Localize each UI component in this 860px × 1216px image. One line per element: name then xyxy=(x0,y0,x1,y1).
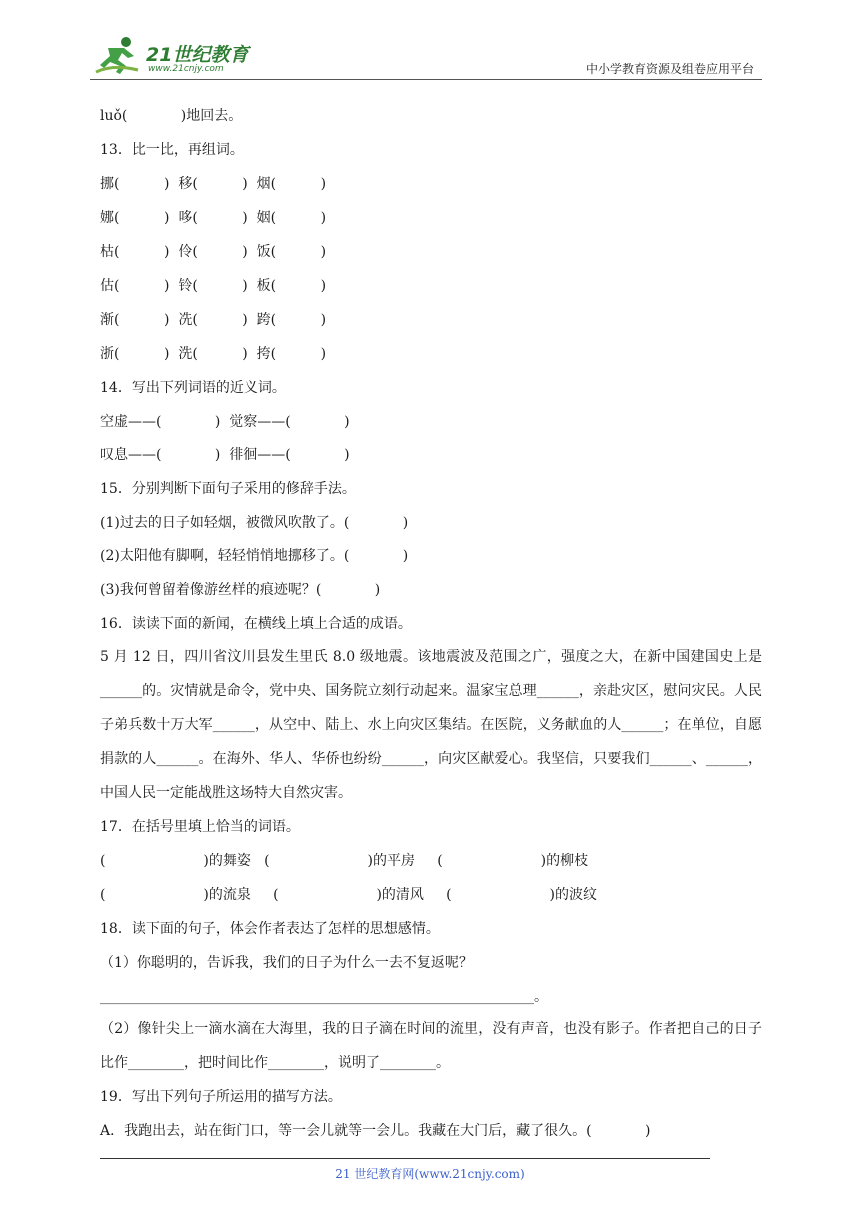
header-divider xyxy=(90,79,762,80)
logo-url: www.21cnjy.com xyxy=(148,64,224,74)
q13-row: 挪( ) 移( ) 烟( ) xyxy=(100,176,327,192)
q13-row: 估( ) 铃( ) 板( ) xyxy=(100,278,327,294)
question-13-title: 13．比一比，再组词。 xyxy=(100,142,244,158)
q14-row: 叹息——( ) 徘徊——( ) xyxy=(100,447,350,463)
q17-row: ( )的舞姿 ( )的平房 ( )的柳枝 xyxy=(100,853,589,869)
footer-divider xyxy=(100,1158,710,1159)
q13-row: 渐( ) 冼( ) 跨( ) xyxy=(100,312,327,328)
question-19-title: 19．写出下列句子所运用的描写方法。 xyxy=(100,1089,342,1105)
question-17-title: 17．在括号里填上恰当的词语。 xyxy=(100,819,300,835)
runner-icon xyxy=(94,34,146,78)
site-logo xyxy=(94,34,264,78)
q14-row: 空虚——( ) 觉察——( ) xyxy=(100,414,350,430)
q16-news-paragraph: 5 月 12 日，四川省汶川县发生里氏 8.0 级地震。该地震波及范围之广，强度之大，在新中国建国史上是______的。灾情就是命令，党中央、国务院立刻行动起来。温家宝总理______，亲赴灾区，慰问灾民。人民子弟兵数十万大军______，从空中、陆上、水上向灾区集结。在医院，义务献血的人______；在单位，自愿捐款的人______。在海外、华人、华侨也纷纷______，向灾区献爱心。我坚信，只要我们______、______，中国人民一定能战胜这场特大自然灾害。 xyxy=(100,649,762,801)
q18-item-2: （2）像针尖上一滴水滴在大海里，我的日子滴在时间的流里，没有声音，也没有影子。作者把自己的日子比作________，把时间比作________，说明了________。 xyxy=(100,1021,762,1071)
q19-item: A．我跑出去，站在街门口，等一会儿就等一会儿。我藏在大门后，藏了很久。( ) xyxy=(100,1123,651,1139)
page-header xyxy=(90,34,762,80)
platform-name: 中小学教育资源及组卷应用平台 xyxy=(585,62,754,76)
q13-row: 娜( ) 哆( ) 姻( ) xyxy=(100,210,327,226)
q15-item: (1)过去的日子如轻烟，被微风吹散了。( ) xyxy=(100,515,409,531)
question-15-title: 15．分别判断下面句子采用的修辞手法。 xyxy=(100,481,356,497)
question-14-title: 14．写出下列词语的近义词。 xyxy=(100,380,286,396)
q17-row: ( )的流泉 ( )的清风 ( )的波纹 xyxy=(100,887,597,903)
q13-row: 浙( ) 洗( ) 挎( ) xyxy=(100,346,327,362)
q18-item: （1）你聪明的，告诉我，我们的日子为什么一去不复返呢？ xyxy=(100,955,473,971)
text-line: luǒ( )地回去。 xyxy=(100,108,243,124)
page-footer: 21 世纪教育网(www.21cnjy.com) xyxy=(335,1167,525,1181)
q13-row: 枯( ) 伶( ) 饭( ) xyxy=(100,244,327,260)
question-16-title: 16．读读下面的新闻，在横线上填上合适的成语。 xyxy=(100,616,412,632)
q15-item: (3)我何曾留着像游丝样的痕迹呢？( ) xyxy=(100,582,381,598)
q18-answer-blank: ______________________________________________________________。 xyxy=(100,989,548,1005)
question-18-title: 18．读下面的句子，体会作者表达了怎样的思想感情。 xyxy=(100,921,440,937)
q15-item: (2)太阳他有脚啊，轻轻悄悄地挪移了。( ) xyxy=(100,548,409,564)
logo-text: 21世纪教育 xyxy=(146,44,249,66)
